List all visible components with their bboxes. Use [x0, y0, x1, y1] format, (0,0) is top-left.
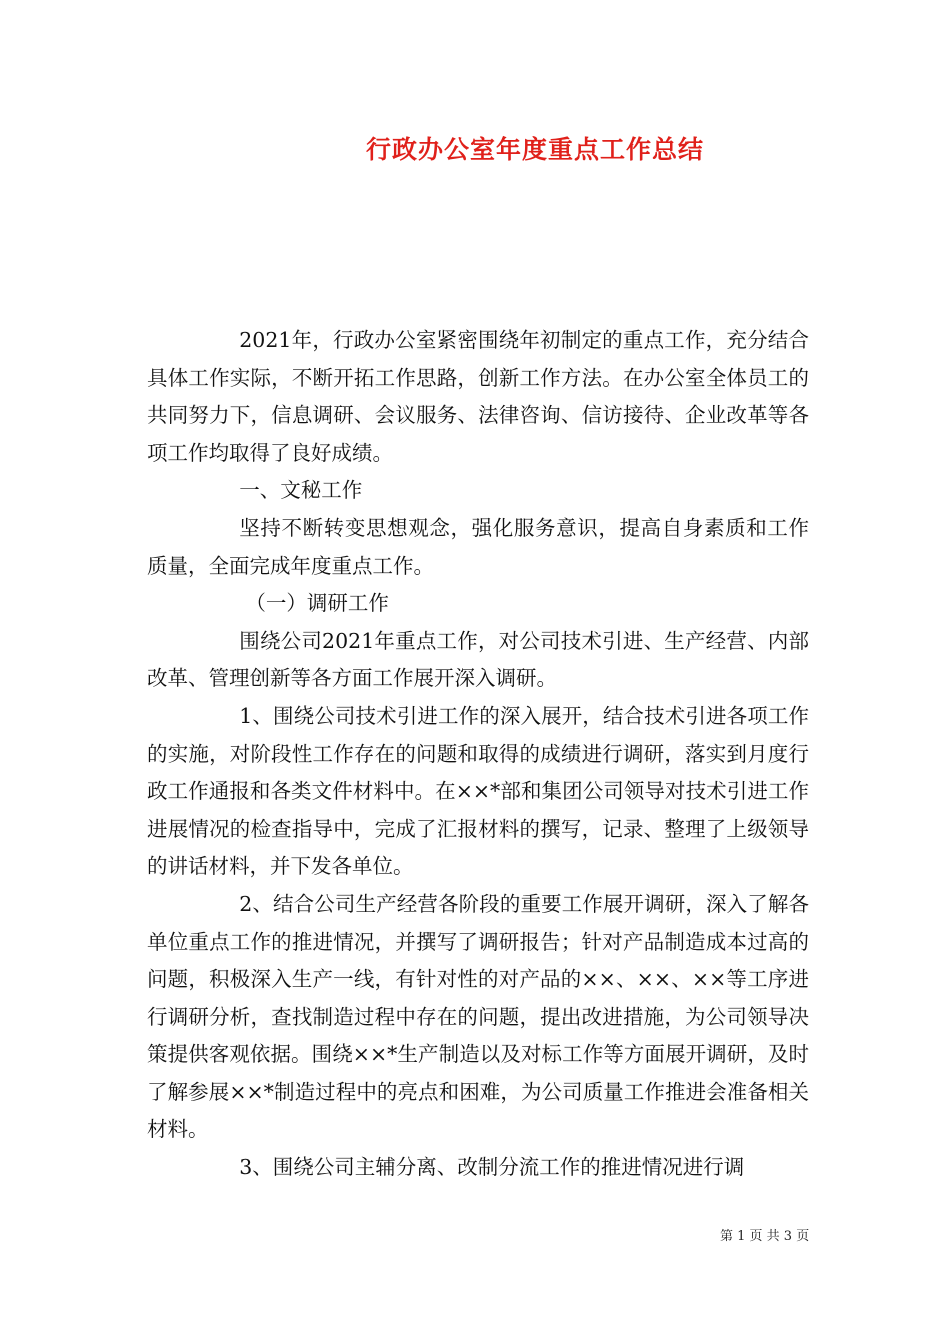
document-body	[147, 322, 809, 1187]
section-heading-secretarial: 一、文秘工作	[239, 478, 363, 503]
page-title: 行政办公室年度重点工作总结	[365, 135, 704, 164]
list-item-1: 1、围绕公司技术引进工作的深入展开，结合技术引进各项工作的实施，对阶段性工作存在的问题和取得的成绩进行调研，落实到月度行政工作通报和各类文件材料中。在××*部和集团公司领导对技术引进工作进展情况的检查指导中，完成了汇报材料的撰写，记录、整理了上级领导的讲话材料，并下发各单位。	[147, 703, 809, 879]
intro-paragraph: 2021年，行政办公室紧密围绕年初制定的重点工作，充分结合具体工作实际，不断开拓工作思路，创新工作方法。在办公室全体员工的共同努力下，信息调研、会议服务、法律咨询、信访接待、企业改革等各项工作均取得了良好成绩。	[147, 328, 809, 465]
subsection-paragraph: 围绕公司2021年重点工作，对公司技术引进、生产经营、内部改革、管理创新等各方面工作展开深入调研。	[147, 628, 809, 691]
list-item-2: 2、结合公司生产经营各阶段的重要工作展开调研，深入了解各单位重点工作的推进情况，并撰写了调研报告；针对产品制造成本过高的问题，积极深入生产一线，有针对性的对产品的××、××、××等工序进行调研分析，查找制造过程中存在的问题，提出改进措施，为公司领导决策提供客观依据。围绕××*生产制造以及对标工作等方面展开调研，及时了解参展××*制造过程中的亮点和困难，为公司质量工作推进会准备相关材料。	[147, 891, 809, 1142]
subsection-heading-research: （一）调研工作	[245, 591, 389, 616]
list-item-3: 3、围绕公司主辅分离、改制分流工作的推进情况进行调	[239, 1155, 745, 1180]
page-footer: 第 1 页 共 3 页	[720, 1229, 810, 1244]
section-paragraph: 坚持不断转变思想观念，强化服务意识，提高自身素质和工作质量，全面完成年度重点工作。	[147, 515, 809, 578]
